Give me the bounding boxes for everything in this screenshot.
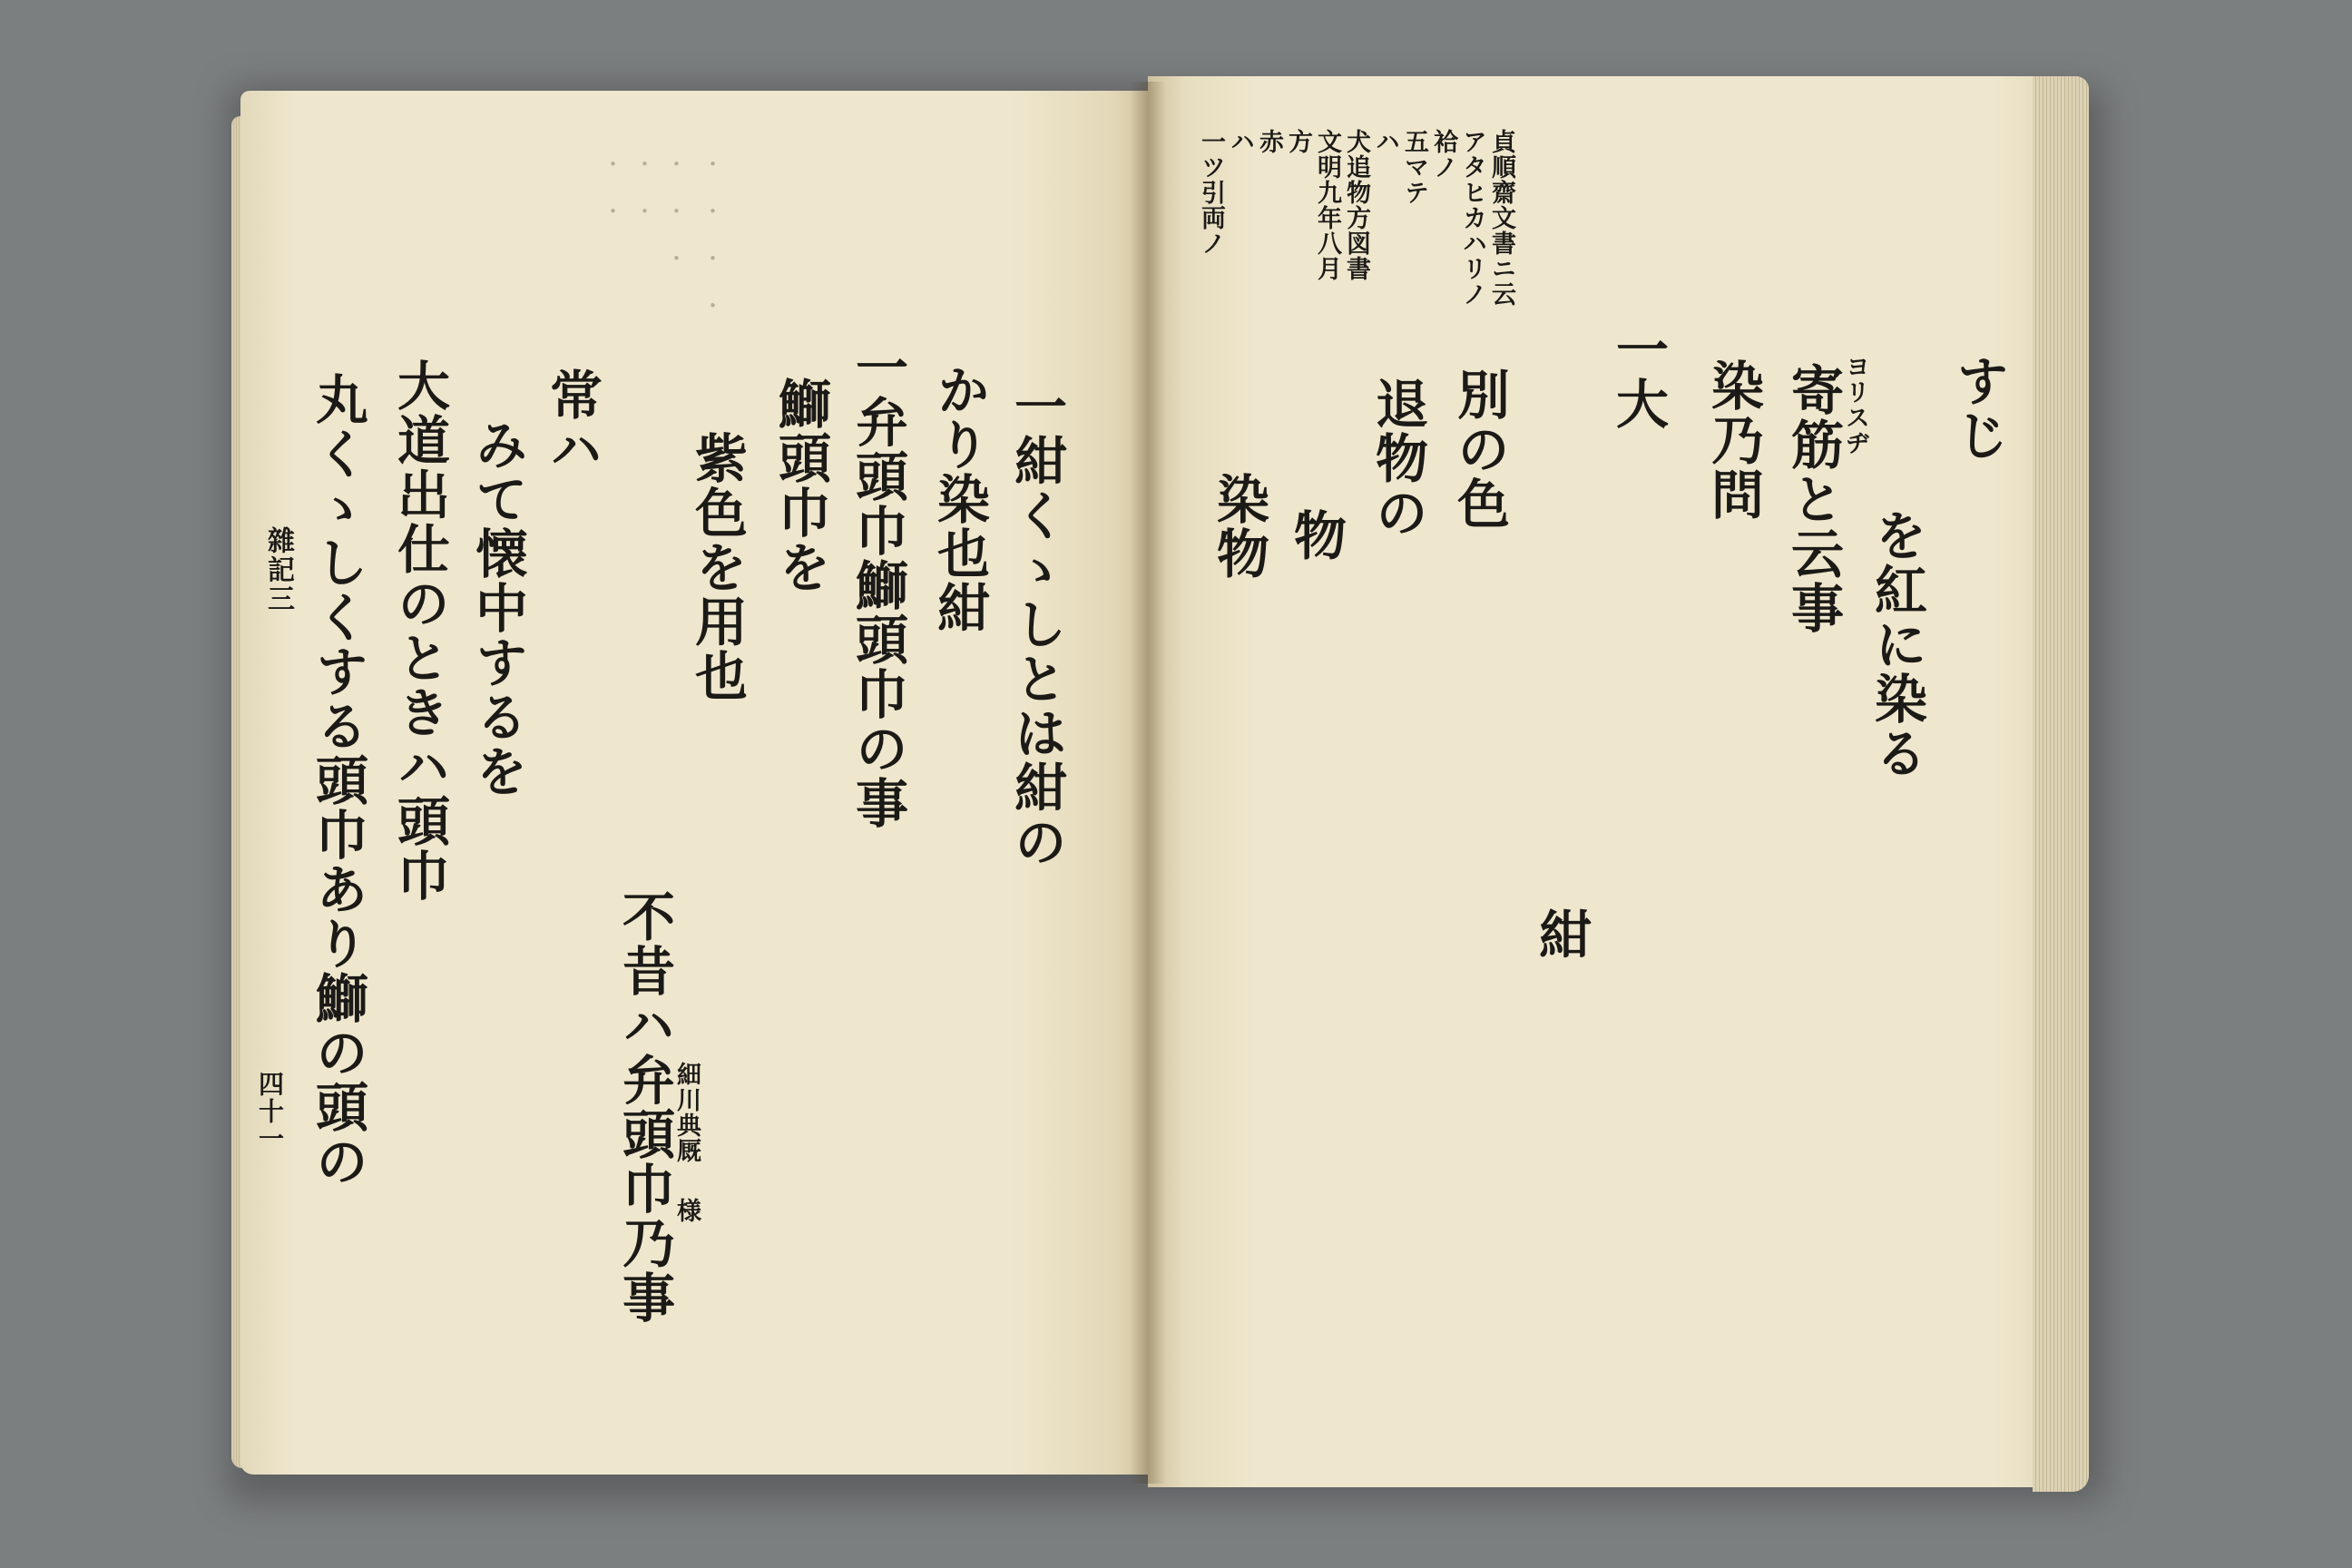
text-column: 物 [1285,508,1347,563]
show-through-line: ・ ・ [598,152,623,223]
text-column: 大道出仕のときハ頭巾 [388,358,450,903]
header-note-column: 方 [1284,129,1312,154]
page-header: 雜記三 [262,526,294,613]
right-page-edges [2033,76,2089,1492]
text-column: 紺 [1530,907,1592,962]
text-column: 紫色を用也 [686,431,748,703]
header-note-column: 一ツ引両ノ [1197,129,1225,256]
interlinear-note: ヨリスヂ [1841,354,1869,456]
text-column: 一弁頭巾鰤頭巾の事 [847,340,908,830]
text-column: 鰤頭巾を [769,377,831,594]
right-page [1148,76,2046,1487]
show-through-line: ・ ・ ・ [662,152,687,270]
text-column: 不昔ハ弁頭巾乃事 [613,889,675,1325]
text-column: 一大 [1607,322,1669,431]
text-column: 寄筋と云事 [1782,363,1844,635]
header-note-column: 五マテ [1400,129,1428,205]
text-column: かり染也紺 [928,363,990,635]
book-gutter [1130,82,1166,1484]
header-note-column: ハ [1226,129,1254,154]
text-column: 染乃問 [1702,358,1764,522]
text-column: みて懐中するを [466,417,528,799]
interlinear-note: 様 [672,1198,701,1223]
header-note-column: アタヒカハリノ [1458,129,1486,307]
text-column: 一紺くゝしとは紺の [1005,379,1067,869]
header-note-column: 文明九年八月 [1313,129,1341,281]
header-note-column: 赤 [1255,129,1283,154]
interlinear-note: 細川典厩 [672,1062,701,1163]
header-note-column: 袷ノ [1429,129,1457,180]
page-number: 四十一 [255,1071,285,1152]
header-note-column: 貞順齋文書ニ云 [1487,129,1515,307]
text-column: 別の色 [1448,368,1510,531]
header-note-column: ハ [1371,129,1399,154]
text-column: すじ [1947,354,2009,463]
text-column: 常ハ [541,368,603,476]
show-through-line: ・ ・ ・ ・ [698,152,723,318]
text-column: 丸くゝしくする頭巾あり鰤の頭の [307,372,368,1189]
text-column: 染物 [1208,472,1269,581]
show-through-line: ・ ・ [630,152,655,223]
text-column: を紅に染る [1866,508,1927,780]
text-column: 退物の [1367,377,1428,540]
header-note-column: 犬追物方図書 [1342,129,1370,281]
